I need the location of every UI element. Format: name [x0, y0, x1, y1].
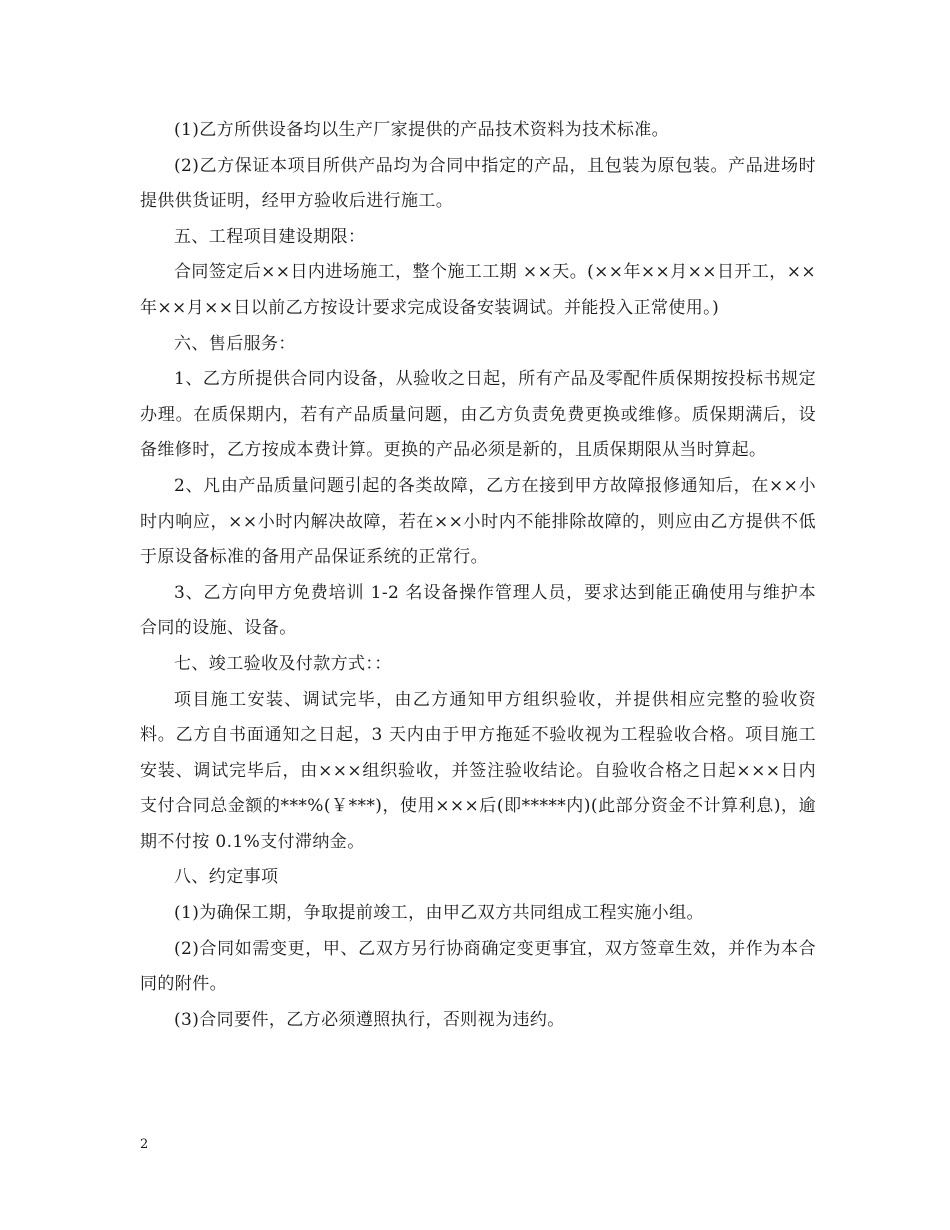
clause-paragraph: 项目施工安装、调试完毕，由乙方通知甲方组织验收，并提供相应完整的验收资料。乙方自书面通知之日起，3 天内由于甲方拖延不验收视为工程验收合格。项目施工安装、调试完毕后，由×××组织验收，并签注验收结论。自验收合格之日起×××日内支付合同总金额的***%(￥***)，使用×××后(即*****内)(此部分资金不计算利息)，逾期不付按 0.1%支付滞纳金。 [140, 689, 816, 852]
clause-paragraph: (2)合同如需变更，甲、乙双方另行协商确定变更事宜，双方签章生效，并作为本合同的附件。 [140, 938, 816, 995]
section-heading: 七、竣工验收及付款方式：： [174, 653, 392, 674]
section-heading: 六、售后服务： [174, 333, 296, 354]
section-heading: 五、工程项目建设期限： [174, 226, 366, 247]
clause-paragraph: (1)乙方所供设备均以生产厂家提供的产品技术资料为技术标准。 [174, 120, 670, 140]
page-number: 2 [140, 1137, 149, 1152]
clause-paragraph: 1、乙方所提供合同内设备，从验收之日起，所有产品及零配件质保期按投标书规定办理。在质保期内，若有产品质量问题，由乙方负责免费更换或维修。质保期满后，设备维修时，乙方按成本费计算。更换的产品必须是新的，且质保期限从当时算起。 [140, 369, 816, 461]
clause-paragraph: 2、凡由产品质量问题引起的各类故障，乙方在接到甲方故障报修通知后，在××小时内响应，××小时内解决故障，若在××小时内不能排除故障的，则应由乙方提供不低于原设备标准的备用产品保证系统的正常行。 [140, 475, 816, 568]
clause-paragraph: (3)合同要件，乙方必须遵照执行，否则视为违约。 [174, 1009, 565, 1030]
section-heading: 八、约定事项 [174, 867, 279, 888]
clause-paragraph: (2)乙方保证本项目所供产品均为合同中指定的产品，且包装为原包装。产品进场时提供供货证明，经甲方验收后进行施工。 [140, 155, 816, 212]
document-body [140, 113, 816, 1038]
clause-paragraph: 合同签定后××日内进场施工，整个施工工期 ××天。(××年××月××日开工，××年××月××日以前乙方按设计要求完成设备安装调试。并能投入正常使用。) [140, 262, 816, 318]
clause-paragraph: 3、乙方向甲方免费培训 1-2 名设备操作管理人员，要求达到能正确使用与维护本合同的设施、设备。 [140, 582, 816, 639]
clause-paragraph: (1)为确保工期，争取提前竣工，由甲乙双方共同组成工程实施小组。 [174, 903, 704, 924]
